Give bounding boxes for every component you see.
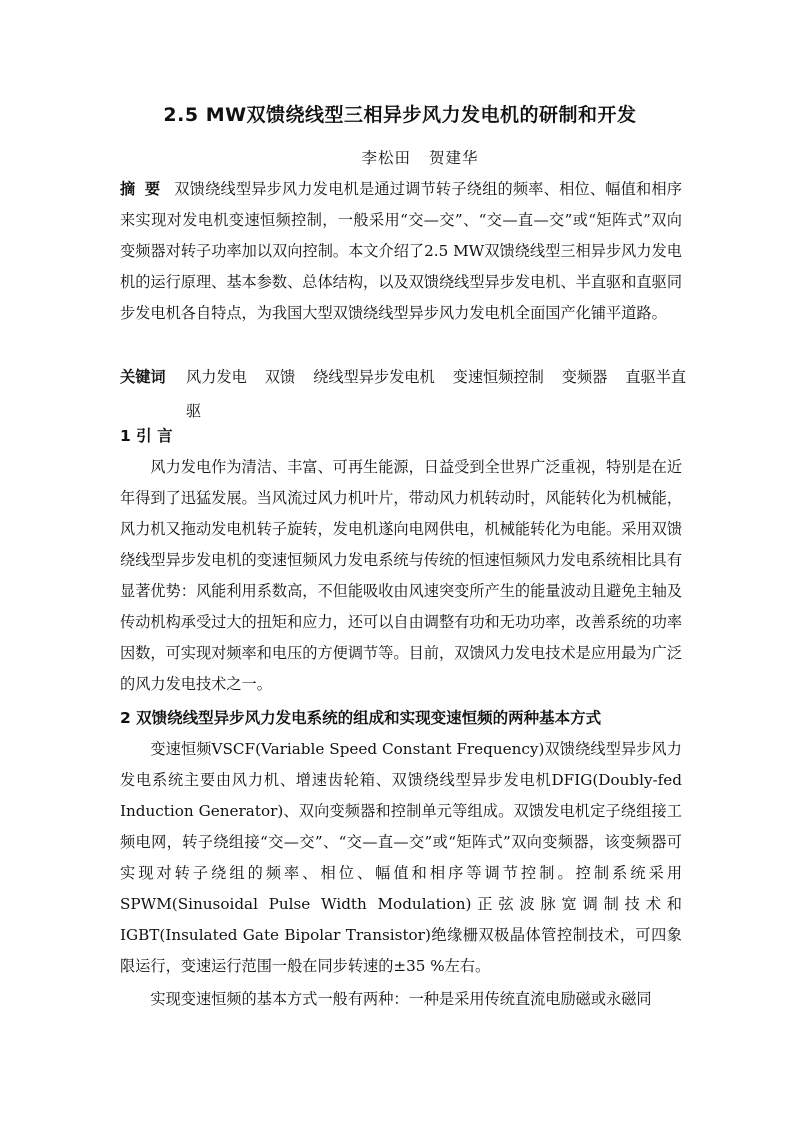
paper-title: 2.5 MW双馈绕线型三相异步风力发电机的研制和开发 <box>163 104 637 126</box>
author-list <box>0 146 800 168</box>
abstract <box>120 174 682 329</box>
abstract-label: 摘 要 <box>120 180 163 198</box>
author-name: 贺建华 <box>429 149 479 167</box>
keywords <box>120 360 690 428</box>
keyword-list <box>186 360 690 428</box>
author-name: 李松田 <box>361 149 411 167</box>
paragraph: 变速恒频VSCF(Variable Speed Constant Frequency)双馈绕线型异步风力发电系统主要由风力机、增速齿轮箱、双馈绕线型异步发电机DFIG(Doubly-fed Induction Generator)、双向变频器和控制单元等组成。双馈发电机定子绕组接工频电网，转子绕组接“交—交”、“交—直—交”或“矩阵式”双向变频器，该变频器可实现对转子绕组的频率、相位、幅值和相序等调节控制。控制系统采用SPWM(Sinusoidal Pulse Width Modulation)正弦波脉宽调制技术和IGBT(Insulated Gate Bipolar Transistor)绝缘栅双极晶体管控制技术，可四象限运行，变速运行范围一般在同步转速的±35 %左右。 <box>120 740 682 975</box>
section-heading: 1 引 言 <box>120 427 173 445</box>
keyword-item: 双馈 <box>264 368 296 386</box>
keyword-item: 风力发电 <box>186 368 247 386</box>
keyword-item: 直驱半直驱 <box>186 368 687 420</box>
keyword-item: 变速恒频控制 <box>452 368 544 386</box>
keywords-label: 关键词 <box>120 368 166 386</box>
paragraph: 风力发电作为清洁、丰富、可再生能源，日益受到全世界广泛重视，特别是在近年得到了迅猛发展。当风流过风力机叶片，带动风力机转动时，风能转化为机械能，风力机又拖动发电机转子旋转，发电机遂向电网供电，机械能转化为电能。采用双馈绕线型异步发电机的变速恒频风力发电系统与传统的恒速恒频风力发电系统相比具有显著优势：风能利用系数高，不但能吸收由风速突变所产生的能量波动且避免主轴及传动机构承受过大的扭矩和应力，还可以自由调整有功和无功功率，改善系统的功率因数，可实现对频率和电压的方便调节等。目前，双馈风力发电技术是应用最为广泛的风力发电技术之一。 <box>120 458 682 693</box>
paragraph: 实现变速恒频的基本方式一般有两种：一种是采用传统直流电励磁或永磁同 <box>150 990 652 1008</box>
abstract-text: 双馈绕线型异步风力发电机是通过调节转子绕组的频率、相位、幅值和相序来实现对发电机变速恒频控制，一般采用“交—交”、“交—直—交”或“矩阵式”双向变频器对转子功率加以双向控制。本文介绍了2.5 MW双馈绕线型三相异步风力发电机的运行原理、基本参数、总体结构，以及双馈绕线型异步发电机、半直驱和直驱同步发电机各自特点，为我国大型双馈绕线型异步风力发电机全面国产化铺平道路。 <box>120 180 682 322</box>
keyword-item: 变频器 <box>561 368 608 386</box>
section-heading: 2 双馈绕线型异步风力发电系统的组成和实现变速恒频的两种基本方式 <box>120 709 602 727</box>
keyword-item: 绕线型异步发电机 <box>313 368 435 386</box>
